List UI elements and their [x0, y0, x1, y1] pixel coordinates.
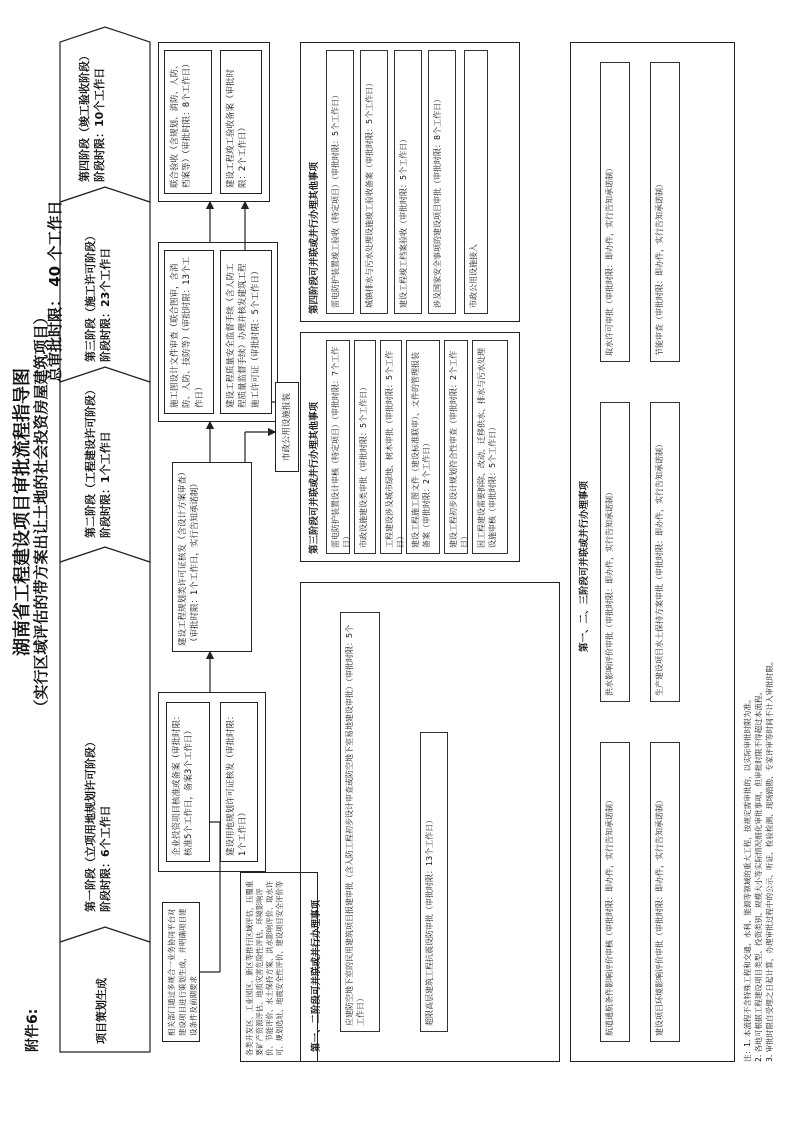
planning-box-regional-assessment: 各类开发区、工业园区、新区等推行区域评估，压覆重要矿产资源评估、地质灾害危险性评估、环境影响评价、节能评价、水土保持方案、洪水影响评价、取水许可、规划选址、地震安全性评价、建设项目安全评价等 [240, 872, 318, 1062]
stage123-item-4: 生产建设项目水土保持方案审批（审批时限：即办件，实行告知承诺制） [650, 402, 680, 702]
stage12-item-civil-defense: 应建防空地下室的民用建筑项目报建审批（含人防工程初步设计审查或防空地下室易地建设审批）（审批时限：5个工作日） [340, 612, 380, 1032]
total-time-label: 总审批时限： 40 个工作日 [46, 200, 64, 382]
stage123-item-2: 建设项目环境影响评价审批（审批时限：即办件，实行告知承诺制） [650, 742, 680, 1042]
stage123-item-3: 洪水影响评价审批（审批时限：即办件，实行告知承诺制） [600, 402, 630, 702]
stage-label-2: 第二阶段（工程建设许可阶段） 阶段时限：1个工作日 [84, 384, 112, 538]
notes-block [742, 42, 775, 1062]
stage3-item-5: 建设工程初步设计规划符合性审查（审批时限：2个工作日） [444, 340, 468, 554]
page-title: 湖南省工程建设项目审批流程指导图 [12, 368, 33, 656]
stage2-box-planning-permit: 建设工程规划类许可证核发（含设计方案审查）（审批时限：1个工作日，实行告知承诺制） [172, 462, 252, 652]
note-line-2: 2. 各地可根据工程建设项目类型、投资类别、规模大小等实际情况细化审批事项，但审批时限不得超过本流程。 [754, 687, 763, 1062]
stage-label-1: 第一阶段（立项用地规划许可阶段） 阶段时限：6个工作日 [84, 736, 112, 912]
stage3-item-2: 市政设施建设类审批（审批时限：5个工作日） [354, 340, 376, 554]
stage3-item-4: 建设工程施工图文件（建设标准联审）、文件的管理报装备案（审批时限：2个工作日） [406, 340, 440, 554]
stage4-parallel-title: 第四阶段可并联或并行办理其他事项 [309, 161, 320, 314]
stage123-parallel-title: 第一、二、三阶段可并联或并行办理事项 [579, 480, 590, 652]
stage-label-3: 第三阶段（施工许可阶段） 阶段时限：23个工作日 [84, 230, 112, 362]
stage12-parallel-title: 第一、二阶段可并联或并行办理事项 [311, 899, 322, 1052]
stage3-box-construction-permit: 建设工程质量安全监督手续（含人防工程质量监督手续）办理并核发建筑工程施工许可证（审批时限：5个工作日） [220, 250, 272, 414]
stage4-item-5: 市政公用设施接入 [464, 50, 488, 314]
attachment-label: 附件6: [25, 1008, 41, 1052]
stage12-item-seismic: 超限高层建筑工程抗震设防审批（审批时限：13个工作日） [420, 732, 448, 1032]
stage123-item-1: 航道通航条件影响评价审核（审批时限：即办件，实行告知承诺制） [600, 742, 630, 1042]
stage123-item-6: 节能审查（审批时限：即办件，实行告知承诺制） [650, 62, 680, 362]
stage4-item-2: 城镇排水与污水处理设施竣工验收备案（审批时限：5个工作日） [360, 50, 388, 314]
stage1-box-land-permit: 建设用地规划许可证核发（审批时限：1个工作日） [220, 702, 258, 862]
planning-box-coordination: 相关部门通过多规合一业务协同平台对建设项目进行策划生成，并明确项目建设条件及前期要求 [162, 902, 200, 1042]
stage4-box-joint-acceptance: 联合验收（含规划、消防、人防、档案等）（审批时限：8个工作日） [164, 50, 212, 194]
stage3-item-3: 工程建设涉及城市绿地、树木审批（审批时限：5个工作日） [380, 340, 402, 554]
stage-label-planning: 项目策划生成 [95, 978, 108, 1044]
note-line-3: 3. 审批时限自受理之日起计算，办理审批过程中的公示、听证、检验检测、现场踏勘、专家评审等时间不计入审批时限。 [765, 657, 774, 1062]
stage123-item-5: 取水许可审批（审批时限：即办件，实行告知承诺制） [600, 62, 630, 362]
stage4-item-3: 建设工程竣工档案验收（审批时限：5个工作日） [394, 50, 422, 314]
stage3-box-drawing-review: 施工图设计文件审查（联合图审，含消防、人防、技防等）（审批时限：13个工作日） [164, 250, 214, 414]
municipal-utility-box: 市政公用设施报装 [275, 382, 299, 472]
stage-label-4: 第四阶段（竣工验收阶段） 阶段时限：10个工作日 [78, 50, 106, 182]
stage3-item-6: 因工程建设需要拆除、改动、迁移供水、排水与污水处理设施审核（审批时限：5个工作日） [472, 340, 508, 554]
stage4-item-4: 涉及国家安全事项的建设项目审批（审批时限：8个工作日） [428, 50, 456, 314]
stage3-parallel-title: 第三阶段可并联或并行办理其他事项 [309, 401, 320, 554]
stage3-item-1: 雷电防护装置设计审核（特定项目）（审批时限：7个工作日） [326, 340, 350, 554]
page-subtitle: （实行区域评估的带方案出让土地的社会投资房屋建筑项目） [32, 309, 50, 715]
note-line-1: 注：1. 本流程不含特殊工程和交通、水利、能源等领域的重大工程，按规定需审批的，以实际审批时限为准。 [743, 695, 752, 1062]
stage1-box-project-approval: 企业投资项目核准或备案（审批时限：核准5个工作日，备案3个工作日） [166, 702, 210, 862]
stage4-item-1: 雷电防护装置竣工验收（特定项目）（审批时限：5个工作日） [326, 50, 354, 314]
stage4-box-completion-record: 建设工程竣工验收备案（审批时限：2个工作日） [220, 50, 262, 194]
